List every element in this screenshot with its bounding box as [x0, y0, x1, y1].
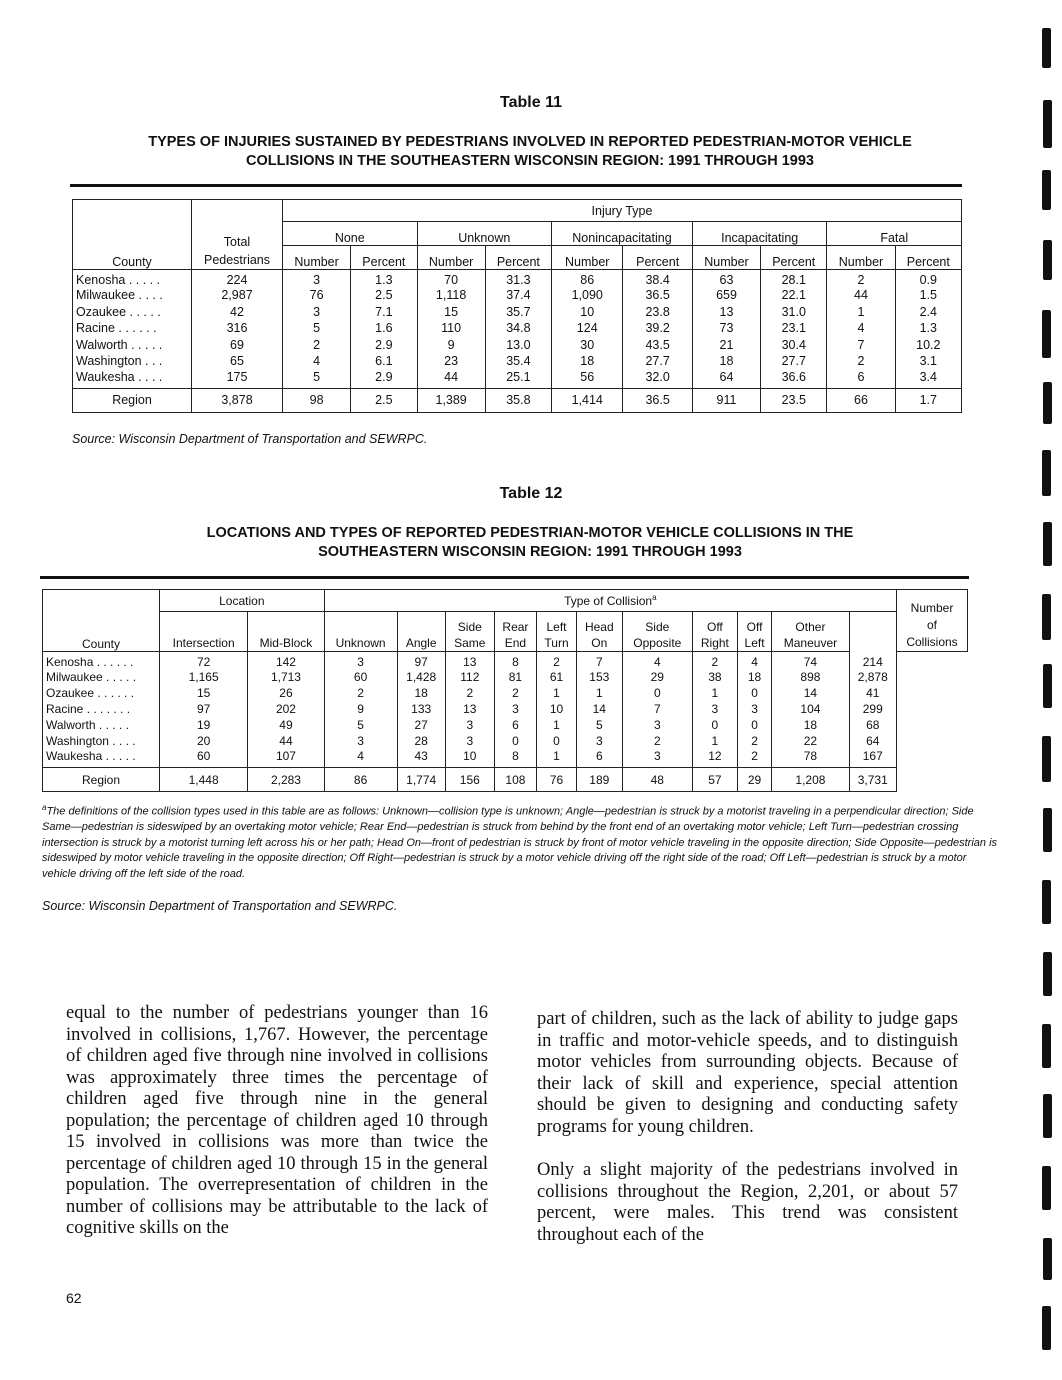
col-header-nonincapacitating: Nonincapacitating: [552, 222, 693, 246]
data-cell: 659: [692, 287, 760, 304]
data-cell: 13: [445, 652, 494, 670]
data-cell: 1.3: [895, 320, 961, 337]
data-cell: 30: [552, 337, 623, 354]
col-header-number: Number: [552, 246, 623, 270]
data-cell: 4: [324, 749, 397, 768]
data-cell: 14: [576, 701, 622, 717]
data-cell: 2,283: [248, 768, 324, 792]
data-cell: 68: [849, 717, 896, 733]
data-cell: 23.8: [623, 304, 692, 321]
data-cell: 41: [849, 685, 896, 701]
table-12-footnote: [42, 800, 1000, 882]
col-header-number: Number: [417, 246, 485, 270]
data-cell: 44: [248, 733, 324, 749]
data-cell: 63: [692, 270, 760, 288]
data-cell: 13: [445, 701, 494, 717]
data-cell: 0.9: [895, 270, 961, 288]
col-header-percent: Percent: [895, 246, 961, 270]
data-cell: 202: [248, 701, 324, 717]
county-cell: Waukesha . . . . .: [43, 749, 160, 768]
data-cell: 5: [576, 717, 622, 733]
county-cell: Walworth . . . . .: [43, 717, 160, 733]
data-cell: 2: [693, 652, 738, 670]
data-cell: 1,774: [397, 768, 445, 792]
data-cell: 35.4: [485, 353, 551, 370]
table-total-row: [73, 388, 962, 412]
data-cell: 10: [552, 304, 623, 321]
data-cell: 2: [445, 685, 494, 701]
county-cell: Ozaukee . . . . .: [73, 304, 192, 321]
col-header-total-pedestrians: [192, 200, 283, 270]
table-12-number: Table 12: [499, 485, 563, 502]
table-11-number: Table 11: [500, 94, 562, 111]
data-cell: 23.5: [761, 388, 827, 412]
data-cell: 37.4: [485, 287, 551, 304]
col-header-unknown: Unknown: [417, 222, 552, 246]
data-cell: 72: [160, 652, 248, 670]
data-cell: 898: [772, 669, 849, 685]
data-cell: 214: [849, 652, 896, 670]
data-cell: 28: [397, 733, 445, 749]
data-cell: 2,987: [192, 287, 283, 304]
data-cell: 2.9: [351, 370, 417, 389]
data-cell: 7.1: [351, 304, 417, 321]
data-cell: 3: [693, 701, 738, 717]
table-12-source: Source: Wisconsin Department of Transportation and SEWRPC.: [42, 899, 398, 913]
data-cell: 2: [737, 749, 772, 768]
data-cell: 7: [576, 652, 622, 670]
data-cell: 224: [192, 270, 283, 288]
data-cell: 28.1: [761, 270, 827, 288]
col-header-angle: Angle: [397, 612, 445, 652]
data-cell: 2,878: [849, 669, 896, 685]
data-cell: 27: [397, 717, 445, 733]
table-row: [73, 270, 962, 288]
data-cell: 1,414: [552, 388, 623, 412]
data-cell: 1,448: [160, 768, 248, 792]
data-cell: 299: [849, 701, 896, 717]
data-cell: 3.4: [895, 370, 961, 389]
county-cell: Milwaukee . . . .: [73, 287, 192, 304]
data-cell: 1.7: [895, 388, 961, 412]
data-cell: 2.9: [351, 337, 417, 354]
data-cell: 3: [737, 701, 772, 717]
data-cell: 19: [160, 717, 248, 733]
data-cell: 44: [417, 370, 485, 389]
data-cell: 21: [692, 337, 760, 354]
data-cell: 86: [324, 768, 397, 792]
data-cell: 81: [494, 669, 536, 685]
county-cell: Ozaukee . . . . . .: [43, 685, 160, 701]
county-cell: Washington . . . .: [43, 733, 160, 749]
table-row: [43, 652, 968, 670]
data-cell: 167: [849, 749, 896, 768]
data-cell: 76: [537, 768, 577, 792]
data-cell: 42: [192, 304, 283, 321]
data-cell: 142: [248, 652, 324, 670]
data-cell: 2: [494, 685, 536, 701]
data-cell: 112: [445, 669, 494, 685]
data-cell: 5: [324, 717, 397, 733]
data-cell: 3: [283, 304, 351, 321]
table-row: [43, 701, 968, 717]
table-12-top-rule: [40, 576, 969, 579]
table-11-source: Source: Wisconsin Department of Transportation and SEWRPC.: [72, 432, 428, 446]
col-header-unknown: Unknown: [324, 612, 397, 652]
table-12-title: LOCATIONS AND TYPES OF REPORTED PEDESTRIAN-MOTOR VEHICLE COLLISIONS IN THE SOUTHEASTERN WISCONSIN REGION: 1991 THROUGH 1993: [206, 525, 854, 560]
col-header-percent: Percent: [761, 246, 827, 270]
data-cell: 0: [693, 717, 738, 733]
data-cell: 64: [849, 733, 896, 749]
data-cell: 1,713: [248, 669, 324, 685]
data-cell: 36.6: [761, 370, 827, 389]
data-cell: 61: [537, 669, 577, 685]
data-cell: 22.1: [761, 287, 827, 304]
col-header-total: Total: [223, 235, 251, 249]
data-cell: 26: [248, 685, 324, 701]
body-right-column: [537, 1009, 958, 1268]
data-cell: 0: [537, 733, 577, 749]
data-cell: 316: [192, 320, 283, 337]
data-cell: 70: [417, 270, 485, 288]
data-cell: 86: [552, 270, 623, 288]
data-cell: 35.7: [485, 304, 551, 321]
col-header-off-left: Off Left: [737, 612, 772, 652]
col-header-number: Number: [692, 246, 760, 270]
col-header-rear-end: Rear End: [494, 612, 536, 652]
data-cell: 44: [827, 287, 895, 304]
data-cell: 3,731: [849, 768, 896, 792]
data-cell: 22: [772, 733, 849, 749]
data-cell: 6: [494, 717, 536, 733]
data-cell: 3: [622, 749, 692, 768]
col-header-none: None: [283, 222, 418, 246]
county-cell: Waukesha . . . .: [73, 370, 192, 389]
footnote-mark: a: [42, 803, 47, 812]
col-header-incapacitating: Incapacitating: [692, 222, 827, 246]
table-row: [73, 353, 962, 370]
data-cell: 7: [827, 337, 895, 354]
data-cell: 1.5: [895, 287, 961, 304]
col-header-injury-type: Injury Type: [283, 200, 962, 222]
data-cell: 3: [324, 652, 397, 670]
data-cell: 156: [445, 768, 494, 792]
data-cell: 6: [576, 749, 622, 768]
data-cell: 29: [737, 768, 772, 792]
data-cell: 18: [397, 685, 445, 701]
data-cell: 48: [622, 768, 692, 792]
data-cell: 13: [692, 304, 760, 321]
data-cell: 1: [693, 733, 738, 749]
data-cell: 1,118: [417, 287, 485, 304]
table-row: [43, 669, 968, 685]
col-header-intersection: Intersection: [160, 612, 248, 652]
col-header-percent: Percent: [623, 246, 692, 270]
data-cell: 4: [622, 652, 692, 670]
data-cell: 60: [160, 749, 248, 768]
col-header-other-maneuver: Other Maneuver: [772, 612, 849, 652]
data-cell: 5: [283, 320, 351, 337]
data-cell: 12: [693, 749, 738, 768]
data-cell: 2.4: [895, 304, 961, 321]
page-number: 62: [66, 1290, 82, 1306]
col-header-pedestrians: Pedestrians: [203, 253, 270, 267]
data-cell: 27.7: [623, 353, 692, 370]
data-cell: 1: [537, 717, 577, 733]
table-row: [73, 320, 962, 337]
data-cell: 2: [827, 353, 895, 370]
data-cell: 1: [537, 749, 577, 768]
data-cell: 36.5: [623, 287, 692, 304]
data-cell: 1.6: [351, 320, 417, 337]
table-12: [42, 589, 968, 792]
col-header-side-opposite: Side Opposite: [622, 612, 692, 652]
col-header-off-right: Off Right: [693, 612, 738, 652]
data-cell: 3: [283, 270, 351, 288]
data-cell: 4: [283, 353, 351, 370]
data-cell: 3: [622, 717, 692, 733]
data-cell: 189: [576, 768, 622, 792]
data-cell: 25.1: [485, 370, 551, 389]
data-cell: 18: [692, 353, 760, 370]
col-header-county: County: [43, 590, 160, 652]
data-cell: 0: [622, 685, 692, 701]
data-cell: 15: [160, 685, 248, 701]
data-cell: 2: [324, 685, 397, 701]
data-cell: 36.5: [623, 388, 692, 412]
data-cell: 69: [192, 337, 283, 354]
county-cell: Kenosha . . . . . .: [43, 652, 160, 670]
data-cell: 6: [827, 370, 895, 389]
data-cell: 2: [827, 270, 895, 288]
data-cell: 133: [397, 701, 445, 717]
data-cell: 4: [737, 652, 772, 670]
col-header-mid-block: Mid-Block: [248, 612, 324, 652]
data-cell: 34.8: [485, 320, 551, 337]
data-cell: 9: [324, 701, 397, 717]
data-cell: 31.0: [761, 304, 827, 321]
table-row: [73, 287, 962, 304]
data-cell: 18: [772, 717, 849, 733]
county-cell: Kenosha . . . . .: [73, 270, 192, 288]
data-cell: 0: [737, 717, 772, 733]
table-11-title: TYPES OF INJURIES SUSTAINED BY PEDESTRIANS INVOLVED IN REPORTED PEDESTRIAN-MOTOR VEHICLE COLLISIONS IN THE SOUTHEASTERN WISCONSIN REGION: 1991 THROUGH 1993: [148, 134, 912, 169]
data-cell: 1,090: [552, 287, 623, 304]
data-cell: 0: [737, 685, 772, 701]
data-cell: 38: [693, 669, 738, 685]
footnote-mark: a: [652, 593, 657, 602]
data-cell: 0: [494, 733, 536, 749]
data-cell: 8: [494, 749, 536, 768]
county-cell: Region: [43, 768, 160, 792]
data-cell: 30.4: [761, 337, 827, 354]
data-cell: 38.4: [623, 270, 692, 288]
data-cell: 3: [494, 701, 536, 717]
col-header-number: Number: [827, 246, 895, 270]
data-cell: 10: [445, 749, 494, 768]
data-cell: 9: [417, 337, 485, 354]
table-row: [43, 749, 968, 768]
county-cell: Region: [73, 388, 192, 412]
data-cell: 27.7: [761, 353, 827, 370]
data-cell: 2: [737, 733, 772, 749]
table-total-row: [43, 768, 968, 792]
data-cell: 108: [494, 768, 536, 792]
col-header-head-on: Head On: [576, 612, 622, 652]
data-cell: 60: [324, 669, 397, 685]
table-row: [43, 733, 968, 749]
county-cell: Milwaukee . . . . .: [43, 669, 160, 685]
data-cell: 3: [445, 717, 494, 733]
table-row: [43, 717, 968, 733]
data-cell: 8: [494, 652, 536, 670]
data-cell: 43.5: [623, 337, 692, 354]
data-cell: 2.5: [351, 388, 417, 412]
data-cell: 175: [192, 370, 283, 389]
data-cell: 2: [537, 652, 577, 670]
data-cell: 10: [537, 701, 577, 717]
table-row: [73, 370, 962, 389]
data-cell: 49: [248, 717, 324, 733]
col-header-type-of-collision: Type of Collision$^a$: [324, 590, 896, 612]
data-cell: 14: [772, 685, 849, 701]
data-cell: 3: [445, 733, 494, 749]
col-header-location: Location: [160, 590, 325, 612]
data-cell: 107: [248, 749, 324, 768]
data-cell: 76: [283, 287, 351, 304]
data-cell: 66: [827, 388, 895, 412]
col-header-number: Number: [283, 246, 351, 270]
data-cell: 1,165: [160, 669, 248, 685]
data-cell: 39.2: [623, 320, 692, 337]
data-cell: 3: [324, 733, 397, 749]
data-cell: 32.0: [623, 370, 692, 389]
table-11: [72, 199, 962, 413]
county-cell: Racine . . . . . . .: [43, 701, 160, 717]
data-cell: 5: [283, 370, 351, 389]
table-row: [73, 337, 962, 354]
data-cell: 2.5: [351, 287, 417, 304]
body-paragraph: Only a slight majority of the pedestrians involved in collisions throughout the Region, 2,201, or about 57 percent, were males. This trend was consistent throughout each of the: [537, 1160, 958, 1245]
footnote-text: The definitions of the collision types used in this table are as follows: Unknown—collision type is unknown; Angle—pedestrian is struck by a motorist traveling in a perpendicular direction; Side Same—pedestrian is sideswiped by an overtaking motor vehicle; Rear End—pedestrian is struck from behind by the front end of an overtaking motor vehicle; Left Turn—pedestrian crossing intersection is struck by a motorist turning left across his or her path; Head On—front of pedestrian is struck by front of motor vehicle traveling in the opposite direction; Side Opposite—pedestrian is sideswiped by motor vehicle traveling in the opposite direction; Off Right—pedestrian is struck by a motor vehicle driving off the right side of the road; Off Left—pedestrian is struck by a motor vehicle driving off the left side of the road.: [42, 805, 998, 880]
data-cell: 57: [693, 768, 738, 792]
data-cell: 13.0: [485, 337, 551, 354]
data-cell: 1.3: [351, 270, 417, 288]
data-cell: 7: [622, 701, 692, 717]
data-cell: 2: [283, 337, 351, 354]
county-cell: Walworth . . . . .: [73, 337, 192, 354]
data-cell: 18: [552, 353, 623, 370]
col-header-percent: Percent: [485, 246, 551, 270]
county-cell: Racine . . . . . .: [73, 320, 192, 337]
data-cell: 31.3: [485, 270, 551, 288]
data-cell: 74: [772, 652, 849, 670]
data-cell: 78: [772, 749, 849, 768]
table-row: [43, 685, 968, 701]
data-cell: 97: [160, 701, 248, 717]
data-cell: 1,208: [772, 768, 849, 792]
col-header-percent: Percent: [351, 246, 417, 270]
body-paragraph: equal to the number of pedestrians younger than 16 involved in collisions, 1,767. However, the percentage of children aged five through nine involved in collisions was approximately three times the percentage of children aged five through nine in the general population; the percentage of children aged 10 through 15 involved in collisions was more than twice the percentage of children aged 10 through 15 in the general population. The overrepresentation of children in the number of collisions may be attributable to the lack of cognitive skills on the: [66, 1003, 488, 1238]
data-cell: 1: [693, 685, 738, 701]
county-cell: Washington . . .: [73, 353, 192, 370]
data-cell: 20: [160, 733, 248, 749]
data-cell: 18: [737, 669, 772, 685]
data-cell: 1,428: [397, 669, 445, 685]
data-cell: 911: [692, 388, 760, 412]
data-cell: 73: [692, 320, 760, 337]
data-cell: 10.2: [895, 337, 961, 354]
data-cell: 56: [552, 370, 623, 389]
data-cell: 110: [417, 320, 485, 337]
data-cell: 153: [576, 669, 622, 685]
col-header-left-turn: Left Turn: [537, 612, 577, 652]
data-cell: 1: [576, 685, 622, 701]
data-cell: 15: [417, 304, 485, 321]
col-header-side-same: Side Same: [445, 612, 494, 652]
data-cell: 3: [576, 733, 622, 749]
data-cell: 65: [192, 353, 283, 370]
data-cell: 29: [622, 669, 692, 685]
data-cell: 4: [827, 320, 895, 337]
data-cell: 104: [772, 701, 849, 717]
body-paragraph: part of children, such as the lack of ability to judge gaps in traffic and motor-vehicle speeds, and to distinguish motor vehicles from surrounding objects. Because of their lack of skill and experience, special attention should be given to designing and conducting safety programs for young children.: [537, 1009, 958, 1137]
data-cell: 6.1: [351, 353, 417, 370]
data-cell: 124: [552, 320, 623, 337]
col-header-county: County: [73, 200, 192, 270]
col-header-number-of-collisions: Number of Collisions: [897, 590, 968, 652]
table-row: [73, 304, 962, 321]
data-cell: 2: [622, 733, 692, 749]
data-cell: 1,389: [417, 388, 485, 412]
data-cell: 64: [692, 370, 760, 389]
data-cell: 3,878: [192, 388, 283, 412]
col-header-fatal: Fatal: [827, 222, 962, 246]
data-cell: 1: [537, 685, 577, 701]
data-cell: 23.1: [761, 320, 827, 337]
data-cell: 1: [827, 304, 895, 321]
data-cell: 97: [397, 652, 445, 670]
table-11-top-rule: [70, 184, 962, 187]
data-cell: 23: [417, 353, 485, 370]
data-cell: 3.1: [895, 353, 961, 370]
data-cell: 35.8: [485, 388, 551, 412]
body-left-column: [66, 1003, 488, 1262]
data-cell: 98: [283, 388, 351, 412]
data-cell: 43: [397, 749, 445, 768]
